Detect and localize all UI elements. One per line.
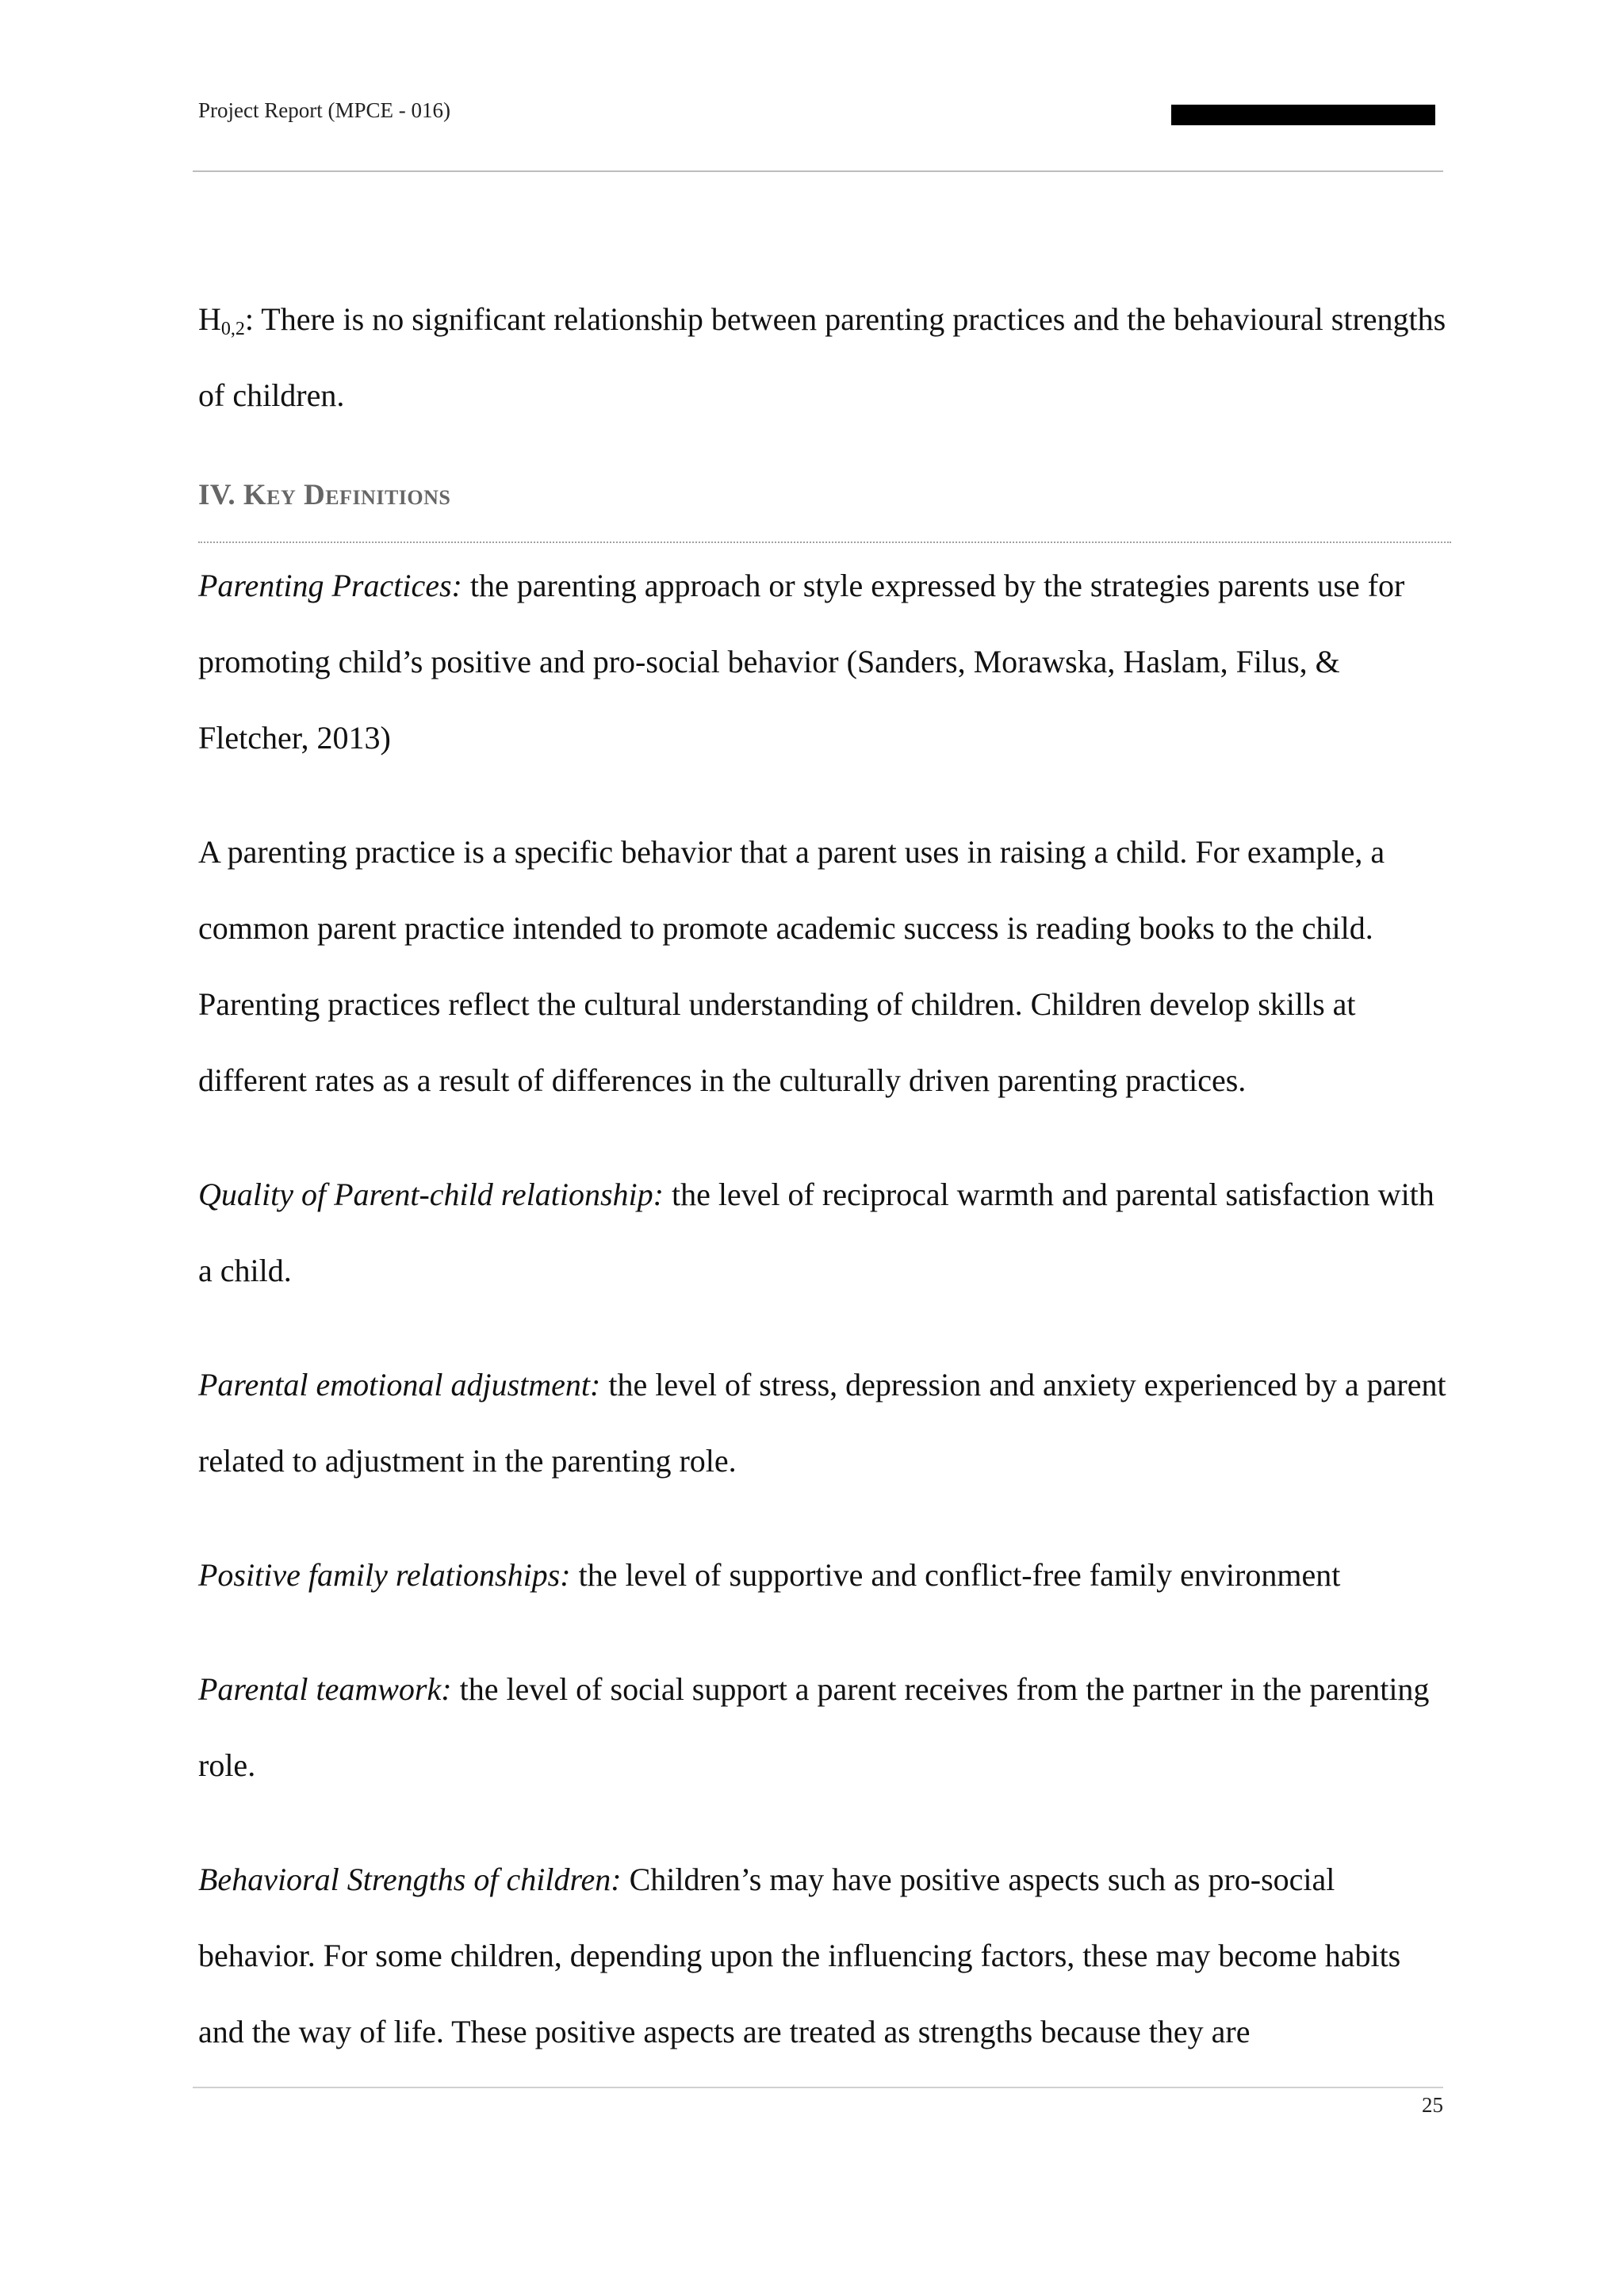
definition-quality-parent-child-relationship: [198, 1157, 1451, 1309]
definition-parenting-practices: [198, 548, 1451, 776]
definition-parental-emotional-adjustment: [198, 1347, 1451, 1499]
header-title: Project Report (MPCE - 016): [198, 98, 450, 122]
hypothesis-text: : There is no significant relationship between parenting practices and the behavioural strengths of children.: [198, 301, 1446, 413]
definition-term: Parenting Practices:: [198, 568, 462, 603]
definition-text: the level of social support a parent receives from the partner in the parenting role.: [198, 1671, 1430, 1783]
page-body: [198, 281, 1451, 2108]
definition-term: Parental emotional adjustment:: [198, 1367, 601, 1402]
hypothesis-subscript: 0,2: [220, 319, 245, 339]
section-heading: IV. Key Definitions: [198, 472, 1451, 543]
definition-term: Quality of Parent-child relationship:: [198, 1177, 664, 1212]
hypothesis-paragraph: [198, 281, 1451, 434]
definition-text: the parenting approach or style expressed by the strategies parents use for promoting child’s positive and pro-social behavior (Sanders, Morawska, Haslam, Filus, & Fletcher, 2013): [198, 568, 1405, 756]
hypothesis-symbol: H: [198, 301, 221, 337]
paragraph-text: A parenting practice is a specific behavior that a parent uses in raising a child. For example, a common parent practice intended to promote academic success is reading books to the child. Parenting practices reflect the cultural understanding of children. Children develop skills at different rates as a result of differences in the culturally driven parenting practices.: [198, 834, 1385, 1098]
page-header: [198, 94, 1443, 125]
paragraph-parenting-practice-explanation: [198, 814, 1451, 1119]
definition-behavioral-strengths: [198, 1842, 1451, 2070]
definition-text: Children’s may have positive aspects such as pro-social behavior. For some children, depending upon the influencing factors, these may become habits and the way of life. These positive aspects are treated as strengths because they are: [198, 1862, 1401, 2049]
definition-term: Parental teamwork:: [198, 1671, 452, 1707]
definition-text: the level of reciprocal warmth and parental satisfaction with a child.: [198, 1177, 1434, 1288]
footer-rule: [193, 2087, 1443, 2088]
definition-parental-teamwork: [198, 1651, 1451, 1804]
definition-positive-family-relationships: [198, 1537, 1451, 1613]
definition-text: the level of supportive and conflict-free family environment: [570, 1557, 1341, 1593]
page-number: 25: [1422, 2093, 1443, 2117]
redaction-bar: [1171, 105, 1435, 125]
header-rule: [193, 170, 1443, 172]
definition-text: the level of stress, depression and anxiety experienced by a parent related to adjustment in the parenting role.: [198, 1367, 1446, 1479]
definition-term: Positive family relationships:: [198, 1557, 571, 1593]
definition-term: Behavioral Strengths of children:: [198, 1862, 622, 1897]
